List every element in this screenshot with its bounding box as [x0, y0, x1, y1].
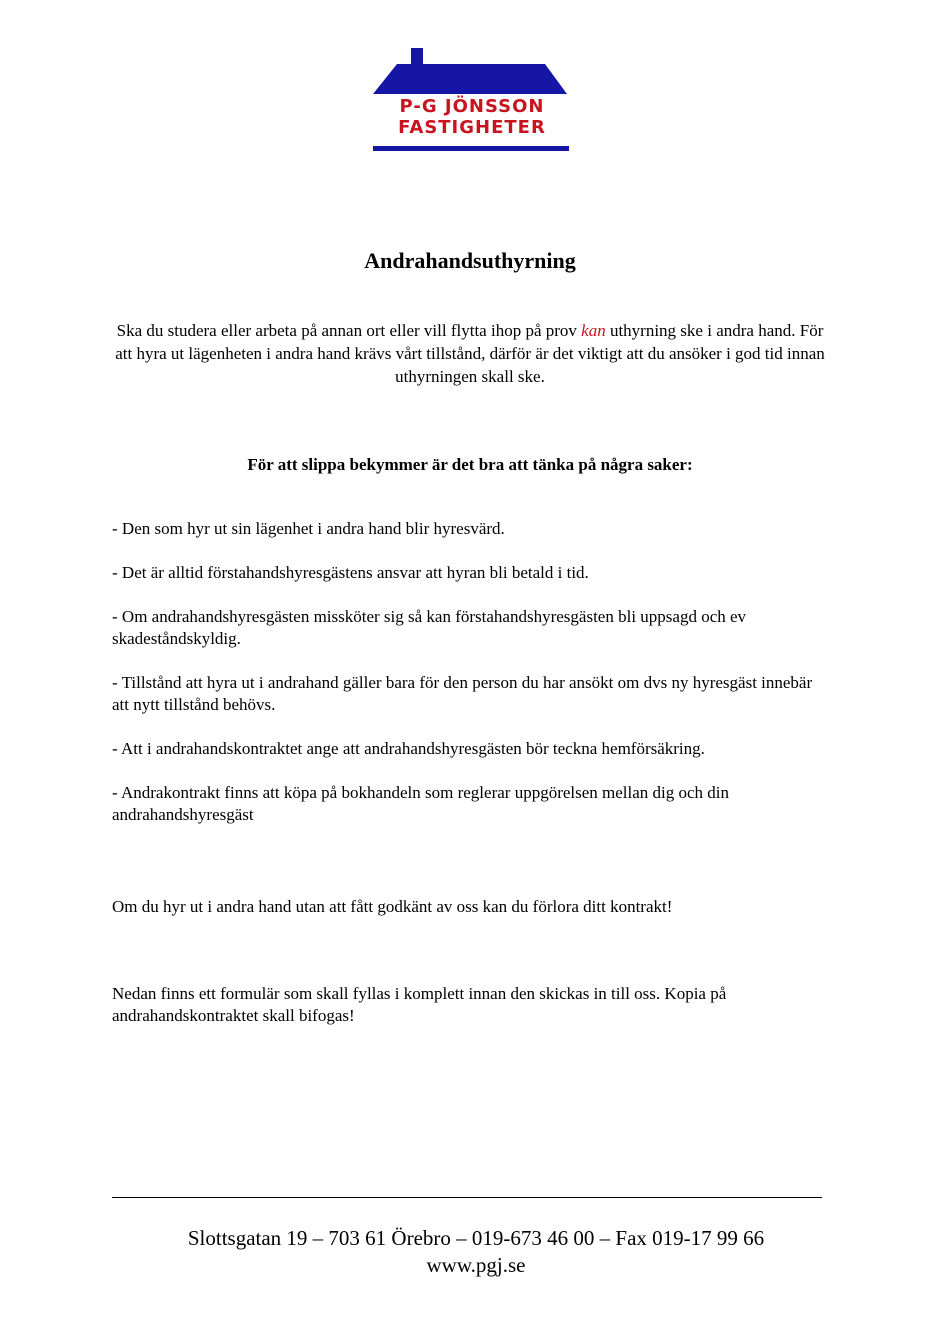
- form-note-paragraph: Nedan finns ett formulär som skall fyllas i komplett innan den skickas in till oss. Kopia på andrahandskontraktet skall bifogas!: [112, 984, 727, 1025]
- intro-paragraph: [112, 319, 828, 388]
- advice-item: - Andrakontrakt finns att köpa på bokhandeln som reglerar uppgörelsen mellan dig och din andrahandshyresgäst: [112, 783, 730, 824]
- advice-item: - Det är alltid förstahandshyresgästens ansvar att hyran bli betald i tid.: [112, 563, 589, 582]
- advice-list: [112, 518, 832, 848]
- advice-item: - Att i andrahandskontraktet ange att andrahandshyresgästen bör teckna hemförsäkring.: [112, 739, 705, 758]
- advice-item: - Den som hyr ut sin lägenhet i andra hand blir hyresvärd.: [112, 519, 505, 538]
- page-title: Andrahandsuthyrning: [364, 248, 576, 273]
- footer-divider: [112, 1197, 822, 1198]
- warning-paragraph: Om du hyr ut i andra hand utan att fått godkänt av oss kan du förlora ditt kontrakt!: [112, 897, 673, 916]
- intro-text-after: uthyrning ske i andra hand. För att hyra ut lägenheten i andra hand krävs vårt tillstånd, därför är det viktigt att du ansöker i god tid innan uthyrningen skall ske.: [115, 321, 825, 386]
- intro-highlight: kan: [581, 321, 606, 340]
- company-logo: [373, 48, 571, 152]
- footer-website: www.pgj.se: [426, 1253, 526, 1277]
- logo-line-2: FASTIGHETER: [398, 117, 546, 138]
- section-heading: För att slippa bekymmer är det bra att tänka på några saker:: [247, 455, 693, 474]
- footer-address: Slottsgatan 19 – 703 61 Örebro – 019-673 46 00 – Fax 019-17 99 66: [187, 1226, 765, 1250]
- logo-line-1: P-G JÖNSSON: [399, 96, 545, 117]
- intro-text-before: Ska du studera eller arbeta på annan ort eller vill flytta ihop på prov: [116, 321, 582, 340]
- advice-item: - Om andrahandshyresgästen missköter sig så kan förstahandshyresgästen bli uppsagd och ev skadeståndskyldig.: [112, 607, 747, 648]
- advice-item: - Tillstånd att hyra ut i andrahand gäller bara för den person du har ansökt om dvs ny hyresgäst innebär att nytt tillstånd behövs.: [112, 673, 813, 714]
